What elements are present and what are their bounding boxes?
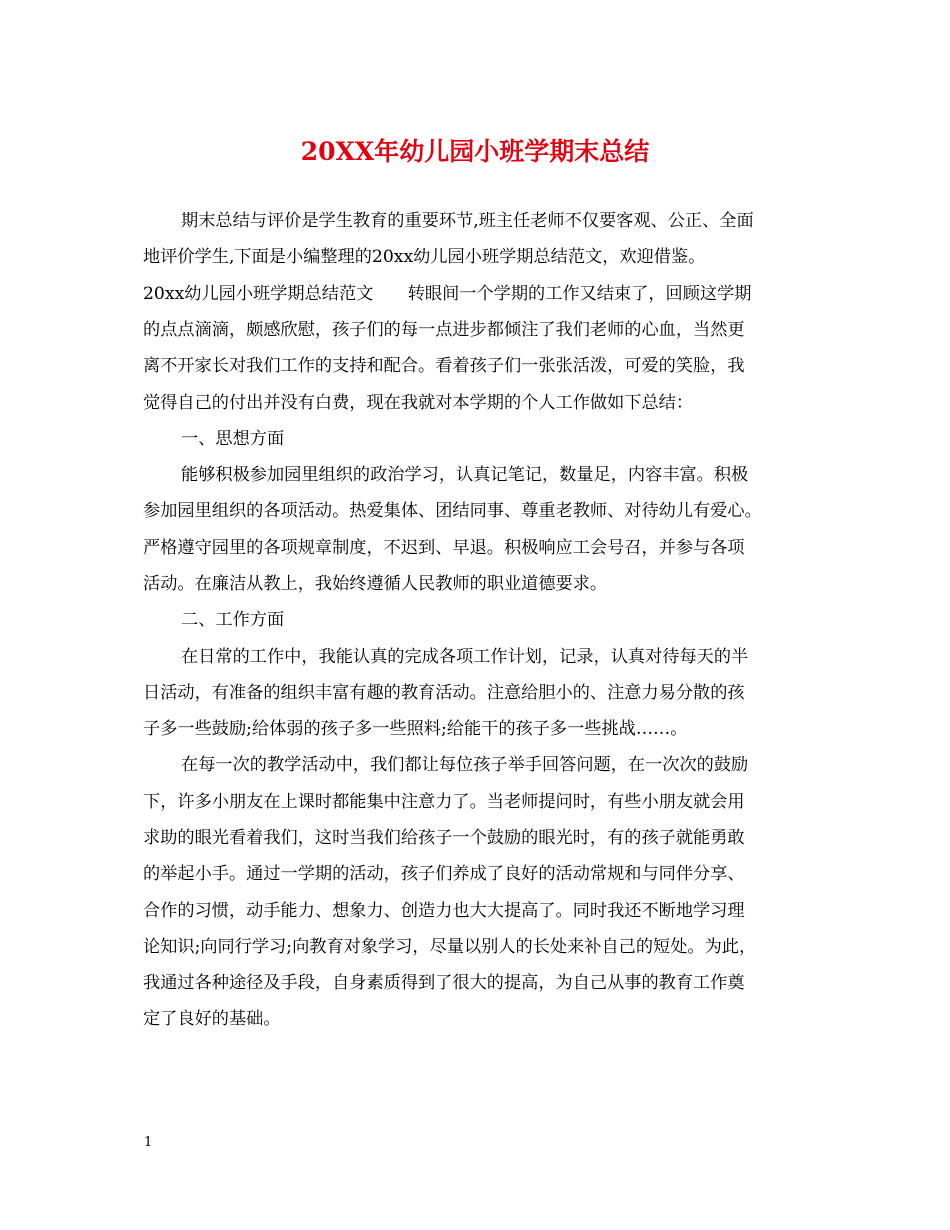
body-line-8: 能够积极参加园里组织的政治学习，认真记笔记，数量足，内容丰富。积极 [181, 465, 749, 485]
intro-line-1: 期末总结与评价是学生教育的重要环节,班主任老师不仅要客观、公正、全面 [181, 211, 754, 231]
body-line-11: 活动。在廉洁从教上，我始终遵循人民教师的职业道德要求。 [143, 574, 608, 594]
body-line-18: 求助的眼光看着我们，这时当我们给孩子一个鼓励的眼光时，有的孩子就能勇敢 [143, 828, 745, 848]
section-heading-work: 二、工作方面 [181, 610, 285, 630]
section-heading-thought: 一、思想方面 [181, 429, 285, 449]
body-line-6: 觉得自己的付出并没有白费，现在我就对本学期的个人工作做如下总结： [143, 393, 694, 413]
body-line-23: 定了良好的基础。 [143, 1009, 281, 1029]
body-line-10: 严格遵守园里的各项规章制度，不迟到、早退。积极响应工会号召，并参与各项 [143, 538, 745, 558]
body-line-16: 在每一次的教学活动中，我们都让每位孩子举手回答问题，在一次次的鼓励 [181, 755, 749, 775]
page-number: 1 [144, 1135, 153, 1150]
body-line-20: 合作的习惯，动手能力、想象力、创造力也大大提高了。同时我还不断地学习理 [143, 901, 745, 921]
body-line-21: 论知识;向同行学习;向教育对象学习，尽量以别人的长处来补自己的短处。为此， [143, 937, 757, 957]
body-line-9: 参加园里组织的各项活动。热爱集体、团结同事、尊重老教师、对待幼儿有爱心。 [143, 501, 762, 521]
body-line-4: 的点点滴滴，颇感欣慰，孩子们的每一点进步都倾注了我们老师的心血，当然更 [143, 320, 745, 340]
body-line-19: 的举起小手。通过一学期的活动，孩子们养成了良好的活动常规和与同伴分享、 [143, 864, 745, 884]
body-line-15: 子多一些鼓励;给体弱的孩子多一些照料;给能干的孩子多一些挑战……。 [143, 719, 688, 739]
page-title: 20XX年幼儿园小班学期末总结 [300, 137, 650, 166]
body-line-14: 日活动，有准备的组织丰富有趣的教育活动。注意给胆小的、注意力易分散的孩 [143, 683, 745, 703]
body-line-3: 20xx幼儿园小班学期总结范文 转眼间一个学期的工作又结束了，回顾这学期 [143, 284, 752, 304]
body-line-17: 下，许多小朋友在上课时都能集中注意力了。当老师提问时，有些小朋友就会用 [143, 792, 745, 812]
body-line-13: 在日常的工作中，我能认真的完成各项工作计划，记录，认真对待每天的半 [181, 647, 749, 667]
body-line-22: 我通过各种途径及手段，自身素质得到了很大的提高，为自己从事的教育工作奠 [143, 973, 745, 993]
intro-line-2: 地评价学生,下面是小编整理的20xx幼儿园小班学期总结范文，欢迎借鉴。 [143, 247, 706, 267]
body-line-5: 离不开家长对我们工作的支持和配合。看着孩子们一张张活泼，可爱的笑脸，我 [143, 356, 745, 376]
